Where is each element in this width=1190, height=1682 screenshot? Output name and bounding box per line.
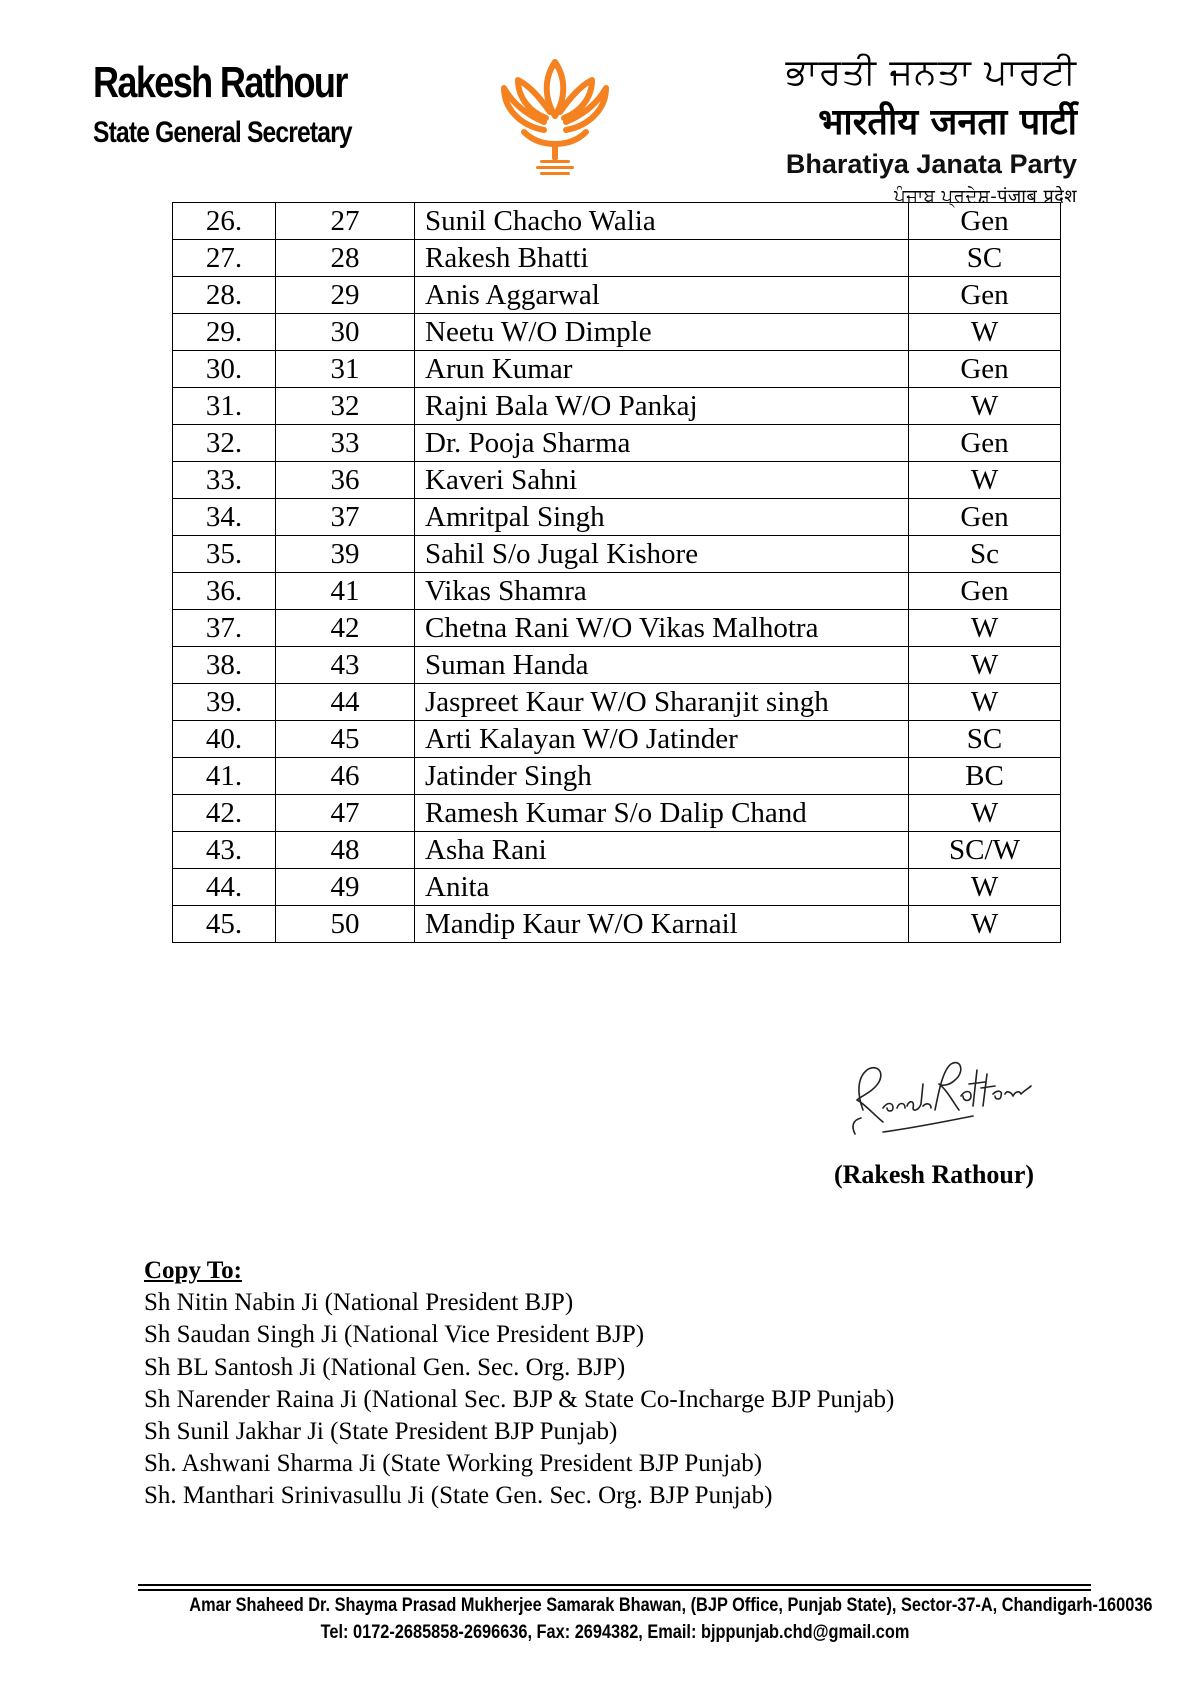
footer xyxy=(120,1592,1153,1646)
serial-number-cell: 33. xyxy=(173,462,276,499)
candidate-name-cell: Jaspreet Kaur W/O Sharanjit singh xyxy=(415,684,909,721)
category-cell: W xyxy=(909,684,1061,721)
lotus-icon xyxy=(500,54,610,179)
ward-number-cell: 33 xyxy=(276,425,415,462)
footer-rule xyxy=(138,1584,1091,1586)
candidate-name-cell: Mandip Kaur W/O Karnail xyxy=(415,906,909,943)
candidate-rows xyxy=(173,203,1061,943)
ward-number-cell: 27 xyxy=(276,203,415,240)
party-name-devanagari: भारतीय जनता पार्टी xyxy=(818,102,1077,143)
category-cell: SC/W xyxy=(909,832,1061,869)
serial-number-cell: 38. xyxy=(173,647,276,684)
serial-number-cell: 27. xyxy=(173,240,276,277)
ward-number-cell: 49 xyxy=(276,869,415,906)
footer-contact: Tel: 0172-2685858-2696636, Fax: 2694382, Email: bjppunjab.chd@gmail.com xyxy=(320,1622,910,1643)
category-cell: W xyxy=(909,462,1061,499)
footer-rule-secondary xyxy=(138,1589,1091,1591)
copy-to-recipient: Sh Nitin Nabin Ji (National President BJP) xyxy=(144,1289,574,1317)
signature-image xyxy=(843,1050,1033,1140)
ward-number-cell: 39 xyxy=(276,536,415,573)
serial-number-cell: 37. xyxy=(173,610,276,647)
table-row xyxy=(173,203,1061,240)
table-row xyxy=(173,425,1061,462)
serial-number-cell: 26. xyxy=(173,203,276,240)
serial-number-cell: 35. xyxy=(173,536,276,573)
serial-number-cell: 32. xyxy=(173,425,276,462)
candidate-name-cell: Sahil S/o Jugal Kishore xyxy=(415,536,909,573)
copy-to-recipient: Sh. Ashwani Sharma Ji (State Working President BJP Punjab) xyxy=(144,1450,763,1478)
table-row xyxy=(173,610,1061,647)
serial-number-cell: 30. xyxy=(173,351,276,388)
serial-number-cell: 45. xyxy=(173,906,276,943)
table-row xyxy=(173,869,1061,906)
table-row xyxy=(173,314,1061,351)
ward-number-cell: 37 xyxy=(276,499,415,536)
category-cell: Gen xyxy=(909,425,1061,462)
party-region: ਪੰਜਾਬ ਪ੍ਰਦੇਸ਼-पंजाब प्रदेश xyxy=(894,186,1077,207)
letterhead-sender xyxy=(93,58,409,150)
category-cell: W xyxy=(909,388,1061,425)
ward-number-cell: 48 xyxy=(276,832,415,869)
copy-to-recipient: Sh Saudan Singh Ji (National Vice President BJP) xyxy=(144,1321,645,1349)
candidate-name-cell: Anita xyxy=(415,869,909,906)
table-row xyxy=(173,758,1061,795)
ward-number-cell: 42 xyxy=(276,610,415,647)
category-cell: BC xyxy=(909,758,1061,795)
ward-number-cell: 46 xyxy=(276,758,415,795)
serial-number-cell: 31. xyxy=(173,388,276,425)
candidate-name-cell: Rajni Bala W/O Pankaj xyxy=(415,388,909,425)
candidate-name-cell: Dr. Pooja Sharma xyxy=(415,425,909,462)
ward-number-cell: 41 xyxy=(276,573,415,610)
serial-number-cell: 28. xyxy=(173,277,276,314)
candidate-name-cell: Vikas Shamra xyxy=(415,573,909,610)
ward-number-cell: 32 xyxy=(276,388,415,425)
category-cell: W xyxy=(909,647,1061,684)
table-row xyxy=(173,795,1061,832)
table-row xyxy=(173,499,1061,536)
category-cell: SC xyxy=(909,240,1061,277)
table-row xyxy=(173,351,1061,388)
category-cell: W xyxy=(909,314,1061,351)
category-cell: Sc xyxy=(909,536,1061,573)
category-cell: W xyxy=(909,869,1061,906)
table-row xyxy=(173,388,1061,425)
candidate-name-cell: Sunil Chacho Walia xyxy=(415,203,909,240)
ward-number-cell: 30 xyxy=(276,314,415,351)
copy-to-recipient: Sh. Manthari Srinivasullu Ji (State Gen. Sec. Org. BJP Punjab) xyxy=(144,1482,773,1510)
candidate-table xyxy=(172,202,1061,943)
category-cell: Gen xyxy=(909,573,1061,610)
serial-number-cell: 34. xyxy=(173,499,276,536)
party-name-gurmukhi: ਭਾਰਤੀ ਜਨਤਾ ਪਾਰਟੀ xyxy=(785,52,1077,93)
table-row xyxy=(173,536,1061,573)
ward-number-cell: 45 xyxy=(276,721,415,758)
ward-number-cell: 47 xyxy=(276,795,415,832)
category-cell: W xyxy=(909,906,1061,943)
table-row xyxy=(173,906,1061,943)
category-cell: SC xyxy=(909,721,1061,758)
sender-name: Rakesh Rathour xyxy=(93,58,347,107)
copy-to-recipient: Sh BL Santosh Ji (National Gen. Sec. Org. BJP) xyxy=(144,1353,626,1381)
candidate-name-cell: Kaveri Sahni xyxy=(415,462,909,499)
signatory-name: (Rakesh Rathour) xyxy=(834,1160,1035,1189)
category-cell: W xyxy=(909,610,1061,647)
sender-title: State General Secretary xyxy=(93,116,352,149)
category-cell: Gen xyxy=(909,351,1061,388)
table-row xyxy=(173,573,1061,610)
footer-address: Amar Shaheed Dr. Shayma Prasad Mukherjee Samarak Bhawan, (BJP Office, Punjab State), Sector-37-A, Chandigarh-160036 xyxy=(189,1595,1153,1616)
ward-number-cell: 36 xyxy=(276,462,415,499)
candidate-name-cell: Arun Kumar xyxy=(415,351,909,388)
candidate-name-cell: Amritpal Singh xyxy=(415,499,909,536)
party-name-english: Bharatiya Janata Party xyxy=(785,149,1077,179)
copy-to-recipient: Sh Narender Raina Ji (National Sec. BJP & State Co-Incharge BJP Punjab) xyxy=(144,1385,895,1413)
category-cell: Gen xyxy=(909,499,1061,536)
copy-to-recipient: Sh Sunil Jakhar Ji (State President BJP Punjab) xyxy=(144,1418,618,1446)
serial-number-cell: 39. xyxy=(173,684,276,721)
table-row xyxy=(173,462,1061,499)
table-row xyxy=(173,721,1061,758)
candidate-name-cell: Ramesh Kumar S/o Dalip Chand xyxy=(415,795,909,832)
copy-to-heading: Copy To: xyxy=(144,1257,242,1284)
candidate-name-cell: Neetu W/O Dimple xyxy=(415,314,909,351)
serial-number-cell: 41. xyxy=(173,758,276,795)
candidate-name-cell: Anis Aggarwal xyxy=(415,277,909,314)
ward-number-cell: 43 xyxy=(276,647,415,684)
serial-number-cell: 40. xyxy=(173,721,276,758)
serial-number-cell: 44. xyxy=(173,869,276,906)
ward-number-cell: 31 xyxy=(276,351,415,388)
candidate-name-cell: Jatinder Singh xyxy=(415,758,909,795)
ward-number-cell: 50 xyxy=(276,906,415,943)
candidate-name-cell: Arti Kalayan W/O Jatinder xyxy=(415,721,909,758)
serial-number-cell: 43. xyxy=(173,832,276,869)
candidate-name-cell: Suman Handa xyxy=(415,647,909,684)
category-cell: Gen xyxy=(909,203,1061,240)
table-row xyxy=(173,684,1061,721)
table-row xyxy=(173,240,1061,277)
table-row xyxy=(173,832,1061,869)
serial-number-cell: 36. xyxy=(173,573,276,610)
copy-to-section xyxy=(144,1255,894,1513)
table-row xyxy=(173,647,1061,684)
ward-number-cell: 29 xyxy=(276,277,415,314)
candidate-name-cell: Rakesh Bhatti xyxy=(415,240,909,277)
category-cell: Gen xyxy=(909,277,1061,314)
serial-number-cell: 29. xyxy=(173,314,276,351)
serial-number-cell: 42. xyxy=(173,795,276,832)
ward-number-cell: 44 xyxy=(276,684,415,721)
candidate-name-cell: Chetna Rani W/O Vikas Malhotra xyxy=(415,610,909,647)
table-row xyxy=(173,277,1061,314)
candidate-name-cell: Asha Rani xyxy=(415,832,909,869)
copy-to-list xyxy=(144,1287,894,1512)
party-masthead xyxy=(785,52,1077,208)
category-cell: W xyxy=(909,795,1061,832)
ward-number-cell: 28 xyxy=(276,240,415,277)
